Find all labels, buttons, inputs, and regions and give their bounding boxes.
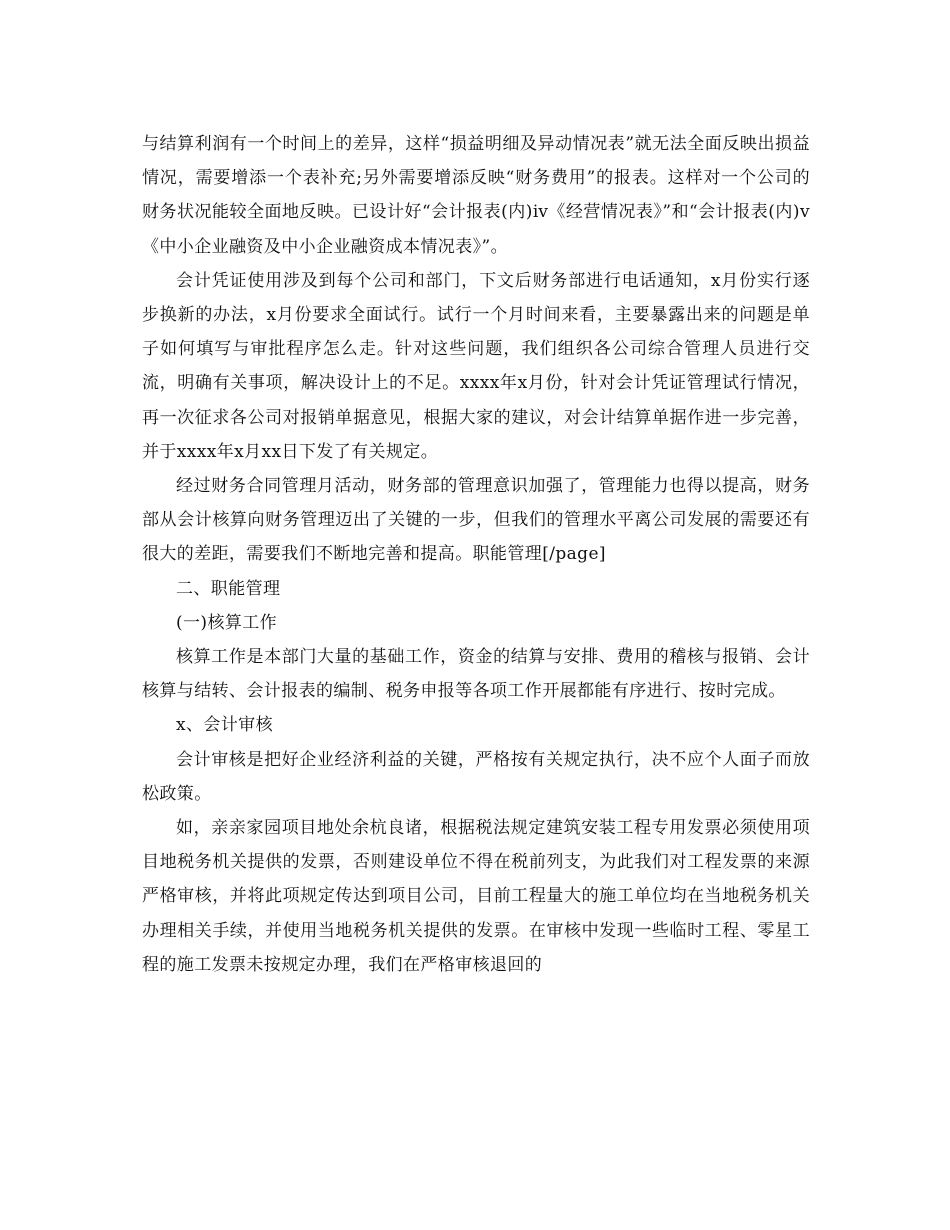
paragraph-accounting-work: 核算工作是本部门大量的基础工作，资金的结算与安排、费用的稽核与报销、会计核算与结转、会计报表的编制、税务申报等各项工作开展都能有序进行、按时完成。 [142,647,810,702]
paragraph-contract-management: 经过财务合同管理月活动，财务部的管理意识加强了，管理能力也得以提高，财务部从会计核算向财务管理迈出了关键的一步，但我们的管理水平离公司发展的需要还有很大的差距，需要我们不断地完善和提高。职能管理[/page] [142,476,810,565]
document-body [142,127,810,982]
subsection-heading-accounting-work: (一)核算工作 [176,612,278,633]
paragraph-accounting-voucher: 会计凭证使用涉及到每个公司和部门，下文后财务部进行电话通知，x月份实行逐步换新的办法，x月份要求全面试行。试行一个月时间来看，主要暴露出来的问题是单子如何填写与审批程序怎么走。针对这些问题，我们组织各公司综合管理人员进行交流，明确有关事项，解决设计上的不足。xxxx年x月份，针对会计凭证管理试行情况，再一次征求各公司对报销单据意见，根据大家的建议，对会计结算单据作进一步完善，并于xxxx年x月xx日下发了有关规定。 [142,270,810,462]
section-heading-functional-management: 二、职能管理 [176,578,281,599]
item-heading-accounting-audit: x、会计审核 [176,715,273,736]
paragraph-continuation: 与结算利润有一个时间上的差异，这样“损益明细及异动情况表”就无法全面反映出损益情况，需要增添一个表补充;另外需要增添反映“财务费用”的报表。这样对一个公司的财务状况能较全面地反映。已设计好“会计报表(内)ⅳ《经营情况表》”和“会计报表(内)ⅴ《中小企业融资及中小企业融资成本情况表》”。 [142,134,810,257]
paragraph-example-project: 如，亲亲家园项目地处余杭良诸，根据税法规定建筑安装工程专用发票必须使用项目地税务机关提供的发票，否则建设单位不得在税前列支，为此我们对工程发票的来源严格审核，并将此项规定传达到项目公司，目前工程量大的施工单位均在当地税务机关办理相关手续，并使用当地税务机关提供的发票。在审核中发现一些临时工程、零星工程的施工发票未按规定办理，我们在严格审核退回的 [142,818,810,975]
paragraph-accounting-audit: 会计审核是把好企业经济利益的关键，严格按有关规定执行，决不应个人面子而放松政策。 [142,749,810,804]
